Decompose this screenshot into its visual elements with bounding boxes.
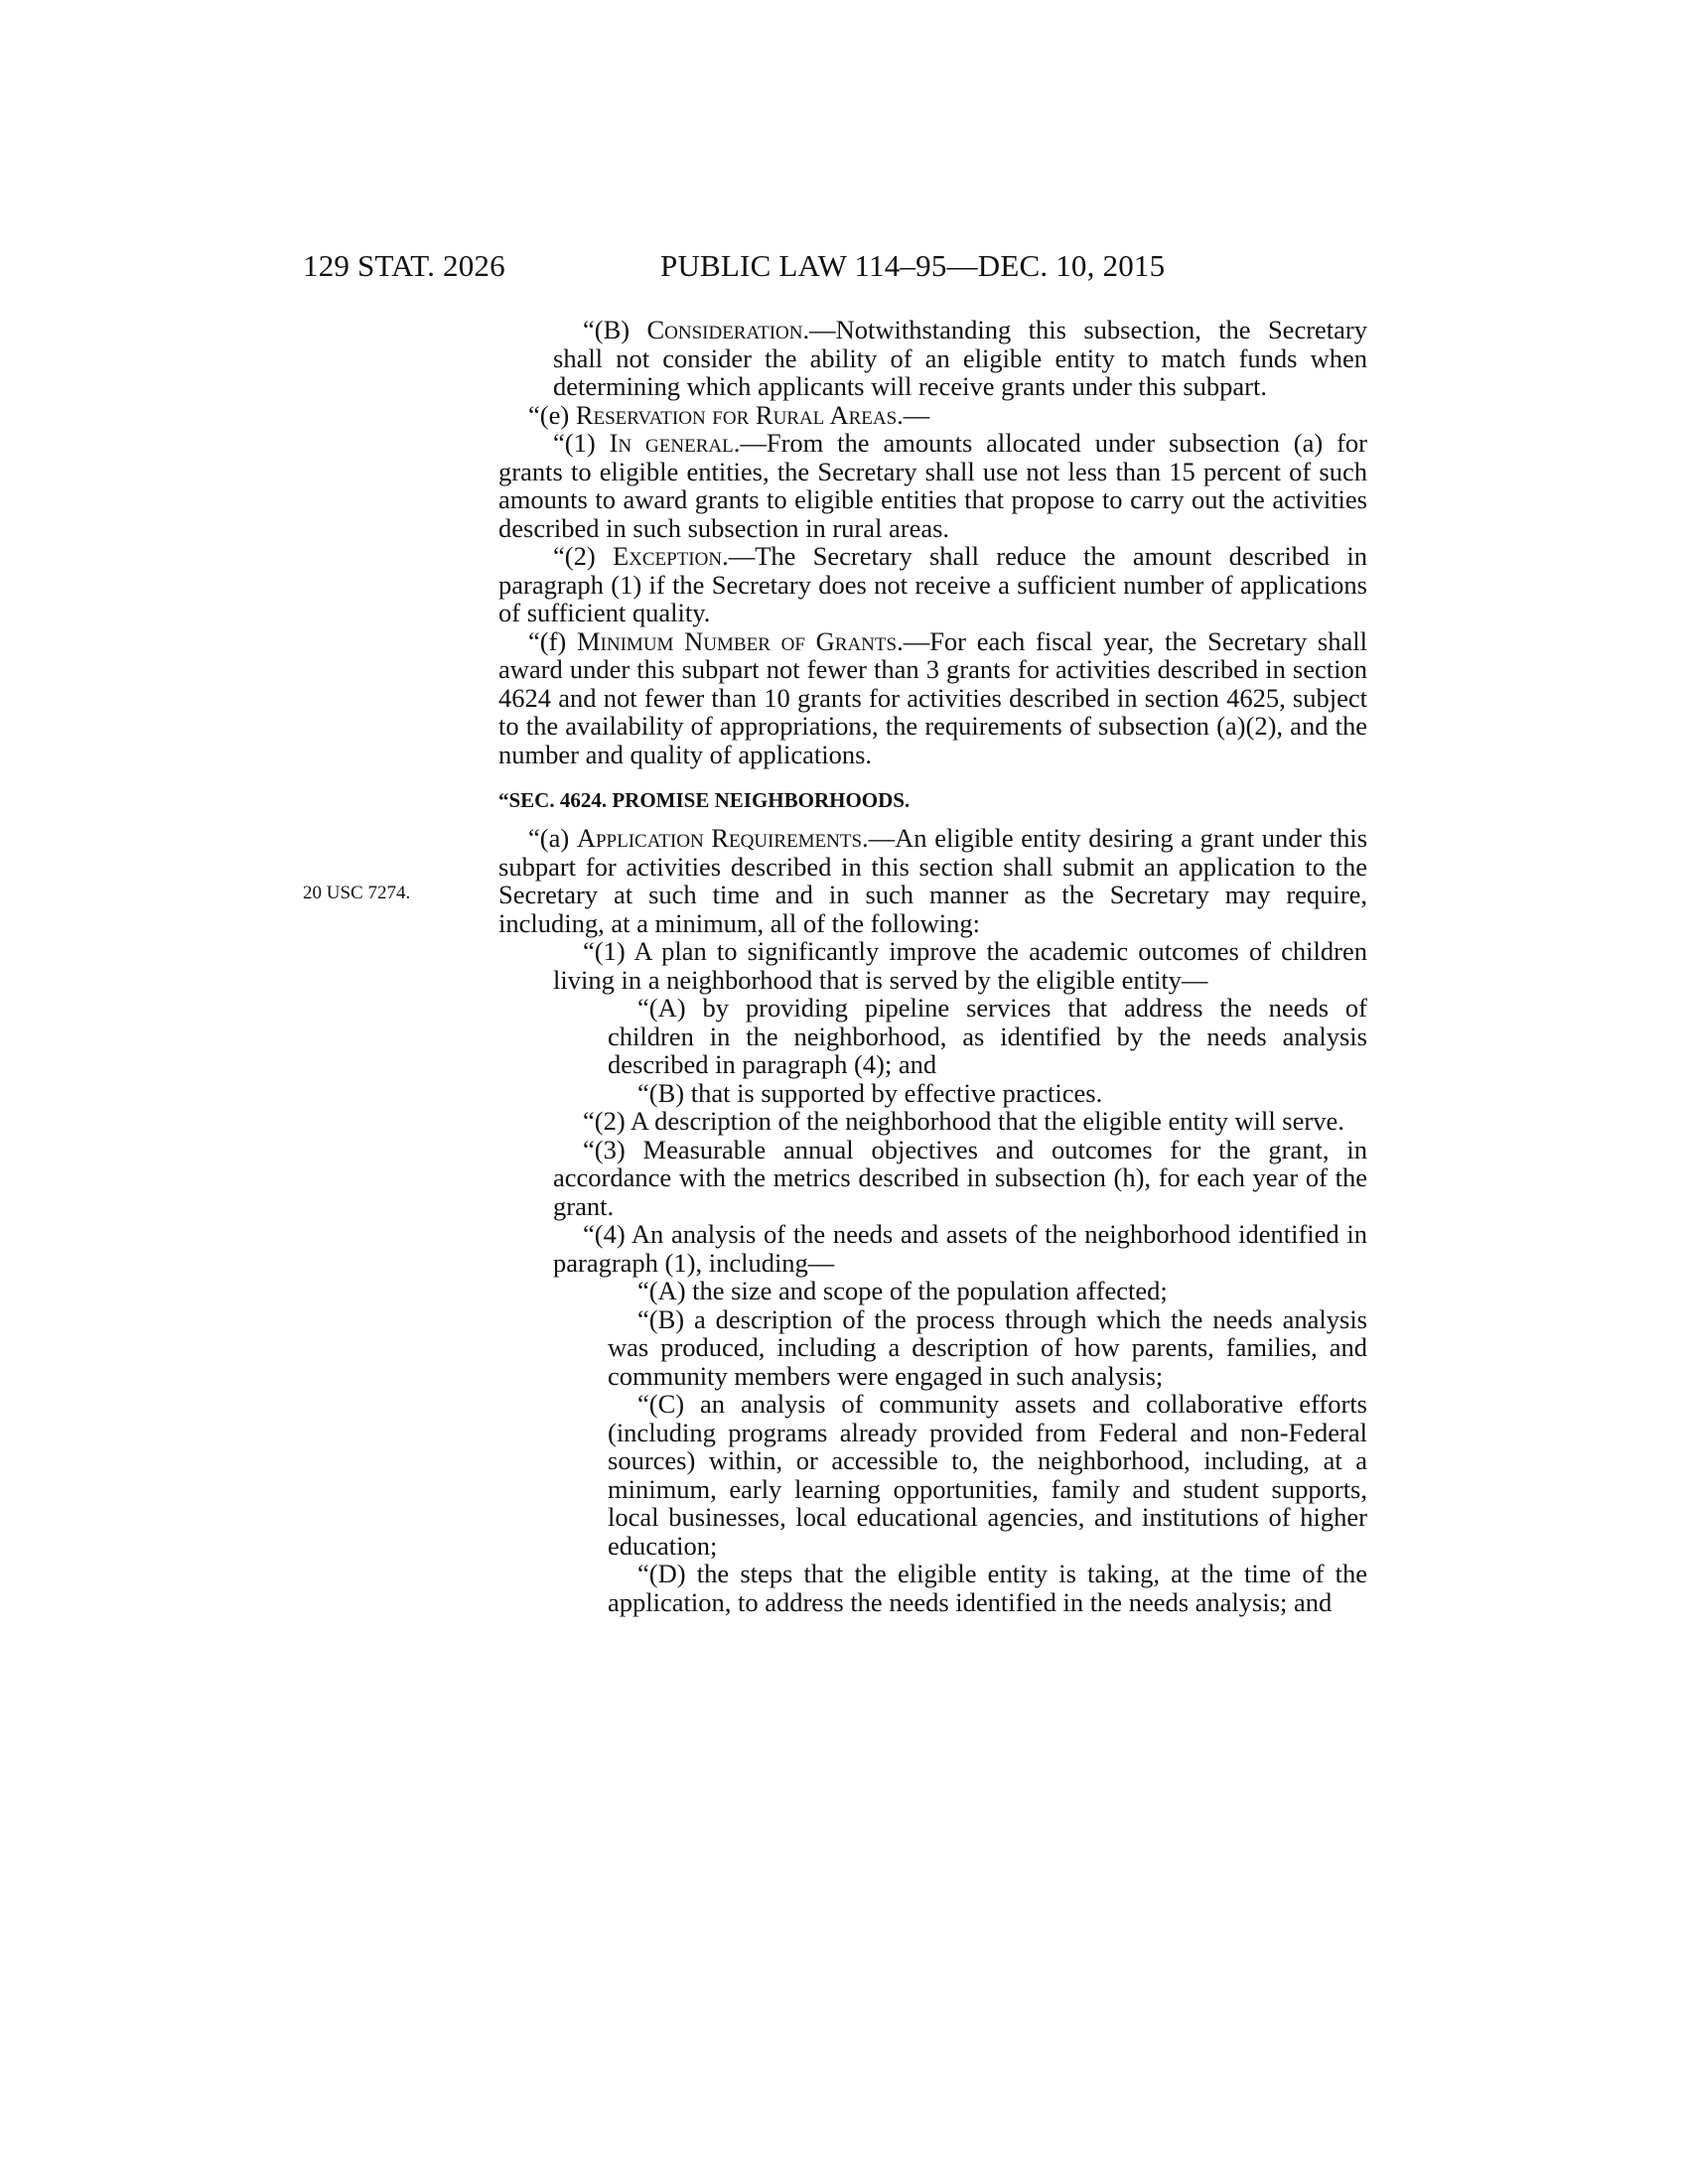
public-law-header: PUBLIC LAW 114–95—DEC. 10, 2015 xyxy=(660,248,1166,283)
paragraph-a1A: “(A) by providing pipeline services that address the needs of children in the neighborhood, as identified by the needs analysis described in paragraph (4); and xyxy=(608,993,1367,1079)
heading-consideration: Consideration xyxy=(646,315,803,344)
paragraph-b-consideration: “(B) Consideration.—Notwithstanding this subsection, the Secretary shall not consider the ability of an eligible entity to match funds when determining which applicants will receive grants under this subpart. xyxy=(553,315,1367,401)
paragraph-a4D: “(D) the steps that the eligible entity is taking, at the time of the application, to address the needs identified in the needs analysis; and xyxy=(608,1559,1367,1617)
paragraph-a4C: “(C) an analysis of community assets and collaborative efforts (including programs already provided from Federal and non-Federal sources) within, or accessible to, the neighborhood, including, at a minimum, early learning opportunities, family and student supports, local businesses, local educational agencies, and institutions of higher education; xyxy=(608,1389,1367,1561)
paragraph-e: “(e) Reservation for Rural Areas.— xyxy=(528,399,930,430)
paragraph-a4B: “(B) a description of the process through which the needs analysis was produced, including a description of how parents, families, and community members were engaged in such analysis; xyxy=(608,1303,1367,1391)
heading-reservation-rural-areas: Reservation for Rural Areas xyxy=(575,399,898,430)
heading-application-requirements: Application Requirements xyxy=(576,823,863,853)
paragraph-f: “(f) Minimum Number of Grants.—For each fiscal year, the Secretary shall award under this subpart not fewer than 3 grants for activities described in section 4624 and not fewer than 10 grants for activities described in section 4625, subject to the availability of appropriations, the requirements of subsection (a)(2), and the number and quality of applications. xyxy=(498,625,1367,769)
heading-minimum-number-of-grants: Minimum Number of Grants xyxy=(576,625,898,656)
paragraph-e2: “(2) Exception.—The Secretary shall reduce the amount described in paragraph (1) if the Secretary does not receive a sufficient number of applications of sufficient quality. xyxy=(498,541,1367,627)
heading-exception: Exception xyxy=(612,541,723,571)
paragraph-a2: “(2) A description of the neighborhood that the eligible entity will serve. xyxy=(583,1106,1344,1136)
paragraph-e1: “(1) In general.—From the amounts allocated under subsection (a) for grants to eligible entities, the Secretary shall use not less than 15 percent of such amounts to award grants to eligible entities that propose to carry out the activities described in such subsection in rural areas. xyxy=(498,428,1367,543)
paragraph-a1B: “(B) that is supported by effective practices. xyxy=(637,1077,1103,1108)
paragraph-a1: “(1) A plan to significantly improve the academic outcomes of children living in a neighborhood that is served by the eligible entity— xyxy=(553,936,1367,995)
document-body xyxy=(498,316,1367,1616)
statute-page-number: 129 STAT. 2026 xyxy=(303,248,505,283)
margin-citation: 20 USC 7274. xyxy=(303,883,411,903)
paragraph-a: “(a) Application Requirements.—An eligible entity desiring a grant under this subpart for activities described in this section shall submit an application to the Secretary at such time and in such manner as the Secretary may require, including, at a minimum, all of the following: xyxy=(498,823,1368,938)
paragraph-a4A: “(A) the size and scope of the population affected; xyxy=(637,1276,1168,1305)
section-heading: “SEC. 4624. PROMISE NEIGHBORHOODS. xyxy=(498,788,911,812)
heading-in-general: In general xyxy=(609,428,734,458)
paragraph-a3: “(3) Measurable annual objectives and outcomes for the grant, in accordance with the metrics described in subsection (h), for each year of the grant. xyxy=(553,1134,1367,1221)
paragraph-a4: “(4) An analysis of the needs and assets of the neighborhood identified in paragraph (1), including— xyxy=(553,1219,1367,1278)
